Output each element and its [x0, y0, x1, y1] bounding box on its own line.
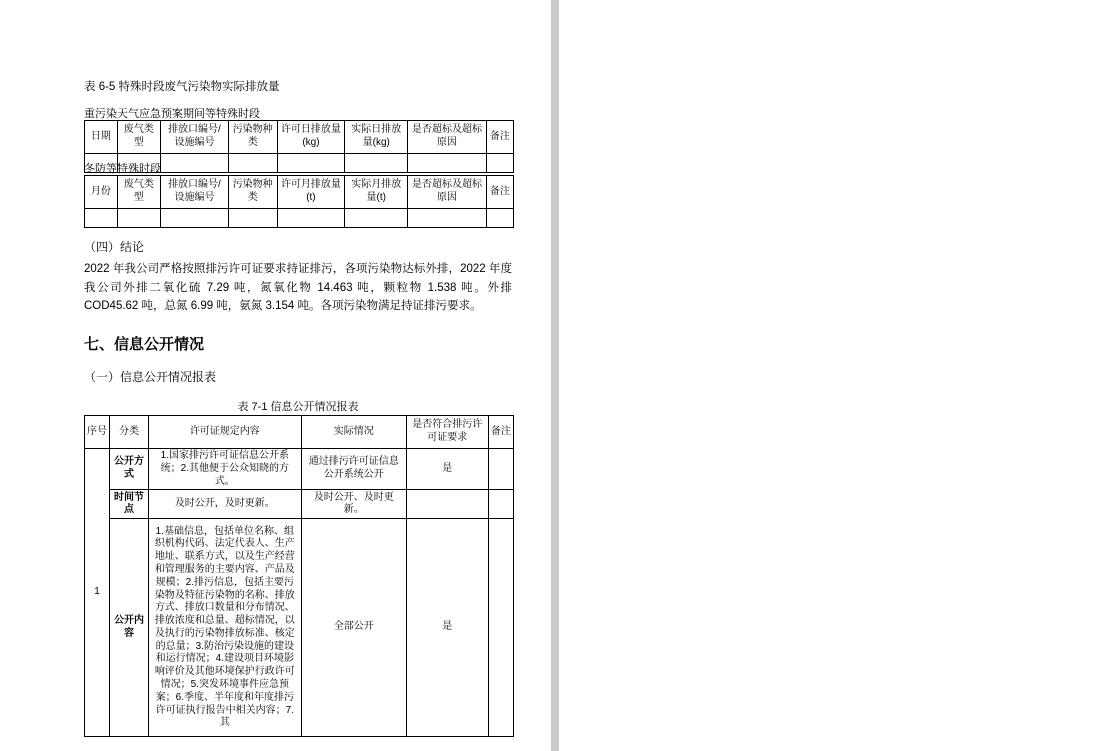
- cell: [228, 209, 277, 228]
- cell: [486, 209, 513, 228]
- cell: [408, 209, 486, 228]
- col-header: 废气类型: [117, 176, 161, 209]
- cell-note: [488, 519, 513, 737]
- cell-content: 1.国家排污许可证信息公开系统；2.其他便于公众知晓的方式。: [148, 449, 301, 490]
- cell: [161, 154, 229, 173]
- cell: [277, 209, 345, 228]
- cell-compliant: 是: [406, 449, 488, 490]
- conclusion-heading: （四）结论: [84, 240, 145, 254]
- col-header: 月份: [85, 176, 118, 209]
- row-index: 1: [85, 449, 110, 737]
- cell-compliant: 是: [406, 519, 488, 737]
- col-header: 许可证规定内容: [148, 416, 301, 449]
- table-65-group2: [84, 175, 514, 228]
- cell-category: 公开内容: [110, 519, 149, 737]
- cell: [486, 154, 513, 173]
- col-header: 污染物种类: [228, 176, 277, 209]
- table-row: [85, 209, 514, 228]
- conclusion-paragraph: 2022 年我公司严格按照排污许可证要求持证排污，各项污染物达标外排，2022 年度我公司外排二氧化硫 7.29 吨，氮氧化物 14.463 吨，颗粒物 1.538 吨。外排 COD45.62 吨，总氮 6.99 吨，氨氮 3.154 吨。各项污染物满足持证排污要求。: [84, 263, 512, 313]
- col-header: 实际日排放量(kg): [345, 121, 408, 154]
- cell: [408, 154, 486, 173]
- cell-content: 及时公开，及时更新。: [148, 490, 301, 519]
- col-header: 是否符合排污许可证要求: [406, 416, 488, 449]
- col-header: 日期: [85, 121, 118, 154]
- cell-note: [488, 490, 513, 519]
- col-header: 许可日排放量(kg): [277, 121, 345, 154]
- cell: [117, 209, 161, 228]
- table-row: [85, 490, 514, 519]
- cell-content: 1.基础信息，包括单位名称、组织机构代码、法定代表人、生产地址、联系方式，以及生产经营和管理服务的主要内容、产品及规模；2.排污信息，包括主要污染物及特征污染物的名称、排放方式、排放口数量和分布情况、排放浓度和总量、超标情况，以及执行的污染物排放标准、核定的总量；3.防治污染设施的建设和运行情况；4.建设项目环境影响评价及其他环境保护行政许可情况；5.突发环境事件应急预案；6.季度、半年度和年度排污许可证执行报告中相关内容；7.其: [148, 519, 301, 737]
- col-header: 备注: [486, 121, 513, 154]
- section-7-heading: 七、信息公开情况: [84, 336, 205, 353]
- cell: [161, 209, 229, 228]
- page-gutter: [551, 0, 559, 751]
- cell-category: 时间节点: [110, 490, 149, 519]
- table-65-title: 表 6-5 特殊时段废气污染物实际排放量: [84, 81, 280, 93]
- col-header: 备注: [488, 416, 513, 449]
- col-header: 备注: [486, 176, 513, 209]
- col-header: 排放口编号/设施编号: [161, 121, 229, 154]
- table-row: [85, 519, 514, 737]
- cell-category: 公开方式: [110, 449, 149, 490]
- table-71-title: 表 7-1 信息公开情况报表: [237, 401, 359, 413]
- table-65-group1-label: 重污染天气应急预案期间等特殊时段: [84, 108, 260, 120]
- cell-note: [488, 449, 513, 490]
- cell-actual: 全部公开: [301, 519, 406, 737]
- col-header: 实际情况: [301, 416, 406, 449]
- cell-compliant: [406, 490, 488, 519]
- cell: [345, 209, 408, 228]
- col-header: 污染物种类: [228, 121, 277, 154]
- table-71: [84, 415, 514, 737]
- cell-actual: 通过排污许可证信息公开系统公开: [301, 449, 406, 490]
- col-header: 序号: [85, 416, 110, 449]
- col-header: 实际月排放量(t): [345, 176, 408, 209]
- col-header: 废气类型: [117, 121, 161, 154]
- section-7-subheading: （一）信息公开情况报表: [84, 370, 217, 384]
- col-header: 分类: [110, 416, 149, 449]
- table-row: [85, 449, 514, 490]
- cell: [277, 154, 345, 173]
- cell-actual: 及时公开、及时更新。: [301, 490, 406, 519]
- col-header: 许可月排放量(t): [277, 176, 345, 209]
- page-right: [559, 0, 1100, 751]
- col-header: 是否超标及超标原因: [408, 121, 486, 154]
- col-header: 是否超标及超标原因: [408, 176, 486, 209]
- col-header: 排放口编号/设施编号: [161, 176, 229, 209]
- cell: [345, 154, 408, 173]
- table-65-group2-label: 冬防等特殊时段: [84, 163, 161, 175]
- cell: [85, 209, 118, 228]
- cell: [228, 154, 277, 173]
